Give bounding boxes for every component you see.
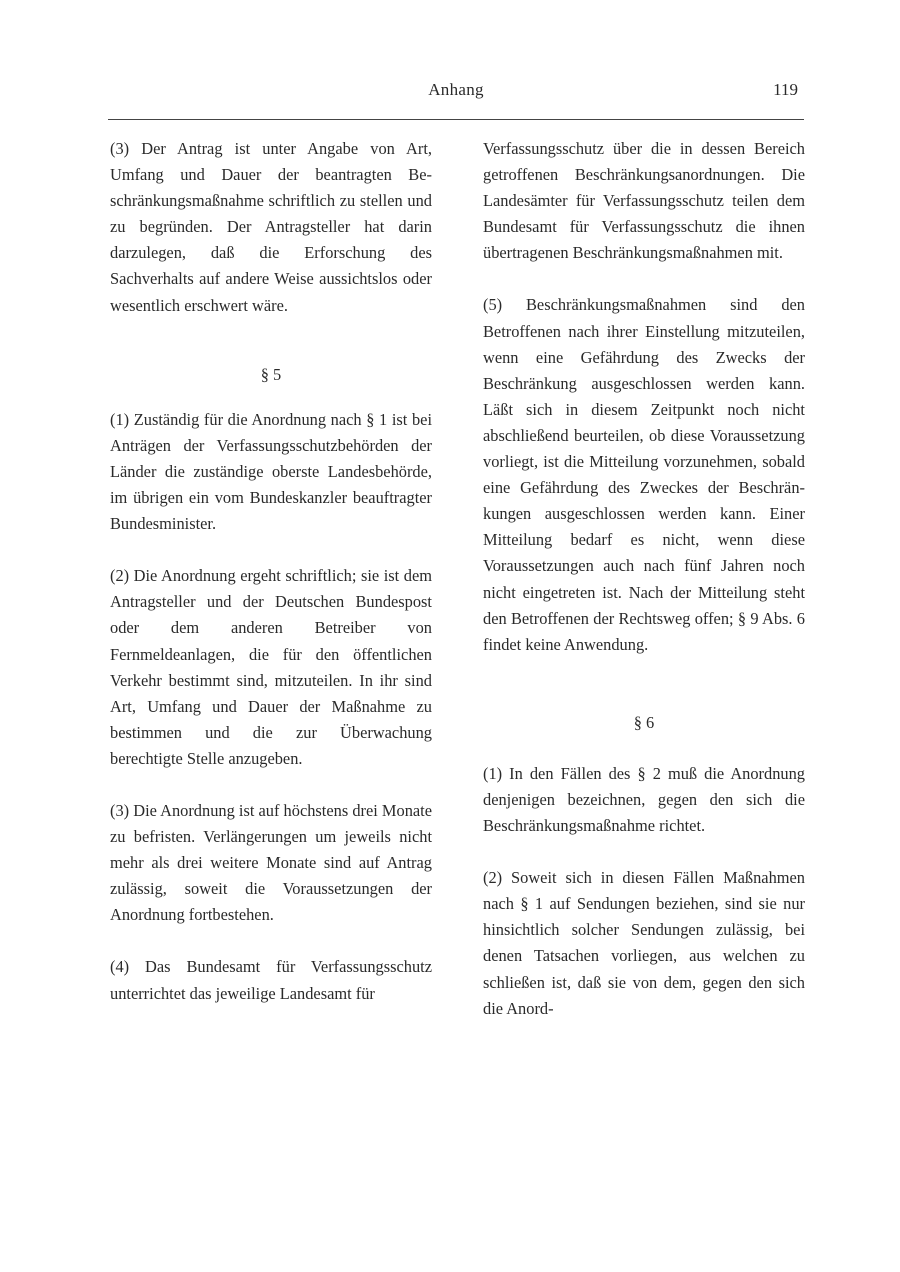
right-column: [483, 136, 805, 1048]
paragraph: (2) Soweit sich in diesen Fällen Maßnahmen nach § 1 auf Sendungen beziehen, sind sie nur hinsichtlich solcher Sendungen zulässig, bei denen Tatsachen vorliegen, aus welchen zu schließen ist, daß sie von dem, gegen den sich die Anord-: [483, 868, 805, 1018]
page-number: 119: [773, 80, 798, 99]
paragraph: (3) Die Anordnung ist auf höchstens drei Monate zu befristen. Verlängerungen um jeweils nicht mehr als drei weitere Monate sind auf Antrag zulässig, soweit die Voraussetzungen der Anordnung fortbestehen.: [110, 800, 432, 925]
paragraph: (1) Zuständig für die Anordnung nach § 1 ist bei Anträgen der Verfassungsschutzbehörden der Länder die zuständige oberste Landesbehörde, im übrigen ein vom Bundeskanzler beauftragter Bundesminister.: [110, 409, 432, 534]
paragraph: (3) Der Antrag ist unter Angabe von Art, Umfang und Dauer der beantragten Beschränkungsmaßnahme schriftlich zu stellen und zu begründen. Der Antragsteller hat darin darzulegen, daß die Erforschung des Sachverhalts auf andere Weise aussichtslos oder wesentlich erschwert wäre.: [110, 139, 432, 315]
paragraph: (4) Das Bundesamt für Verfassungsschutz unterrichtet das jeweilige Landesamt für: [110, 957, 432, 1003]
running-head: Anhang: [428, 80, 484, 99]
left-column: [110, 136, 432, 1033]
paragraph: (1) In den Fällen des § 2 muß die Anordnung denjenigen bezeichnen, gegen den sich die Beschränkungsmaßnahme richtet.: [483, 763, 805, 836]
paragraph: Verfassungsschutz über die in dessen Bereich getroffenen Beschränkungsanordnungen. Die Landesämter für Verfassungsschutz teilen dem Bundesamt für Verfassungsschutz die ihnen übertragenen Beschränkungsmaßnahmen mit.: [483, 139, 805, 263]
paragraph: (5) Beschränkungsmaßnahmen sind den Betroffenen nach ihrer Einstellung mitzuteilen, wenn eine Gefährdung des Zwecks der Beschränkung ausgeschlossen werden kann. Läßt sich in diesem Zeitpunkt noch nicht abschließend beurteilen, ob diese Voraussetzung vorliegt, ist die Mitteilung vorzunehmen, sobald eine Gefährdung des Zweckes der Beschränkungen ausgeschlossen werden kann. Einer Mitteilung bedarf es nicht, wenn diese Voraussetzungen auch nach fünf Jahren noch nicht eingetreten ist. Nach der Mitteilung steht den Betroffenen der Rechtsweg offen; § 9 Abs. 6 findet keine Anwendung.: [483, 295, 805, 654]
paragraph: (2) Die Anordnung ergeht schriftlich; sie ist dem Antragsteller und der Deutschen Bundespost oder dem anderen Betreiber von Fernmeldeanlagen, die für den öffentlichen Verkehr bestimmt sind, mitzuteilen. In ihr sind Art, Umfang und Dauer der Maßnahme zu bestimmen und die zur Überwachung berechtigte Stelle anzugeben.: [110, 566, 432, 768]
header-divider: [108, 119, 804, 120]
section-heading: § 6: [633, 712, 655, 732]
page-header: [108, 76, 804, 106]
section-heading: § 5: [260, 364, 282, 384]
